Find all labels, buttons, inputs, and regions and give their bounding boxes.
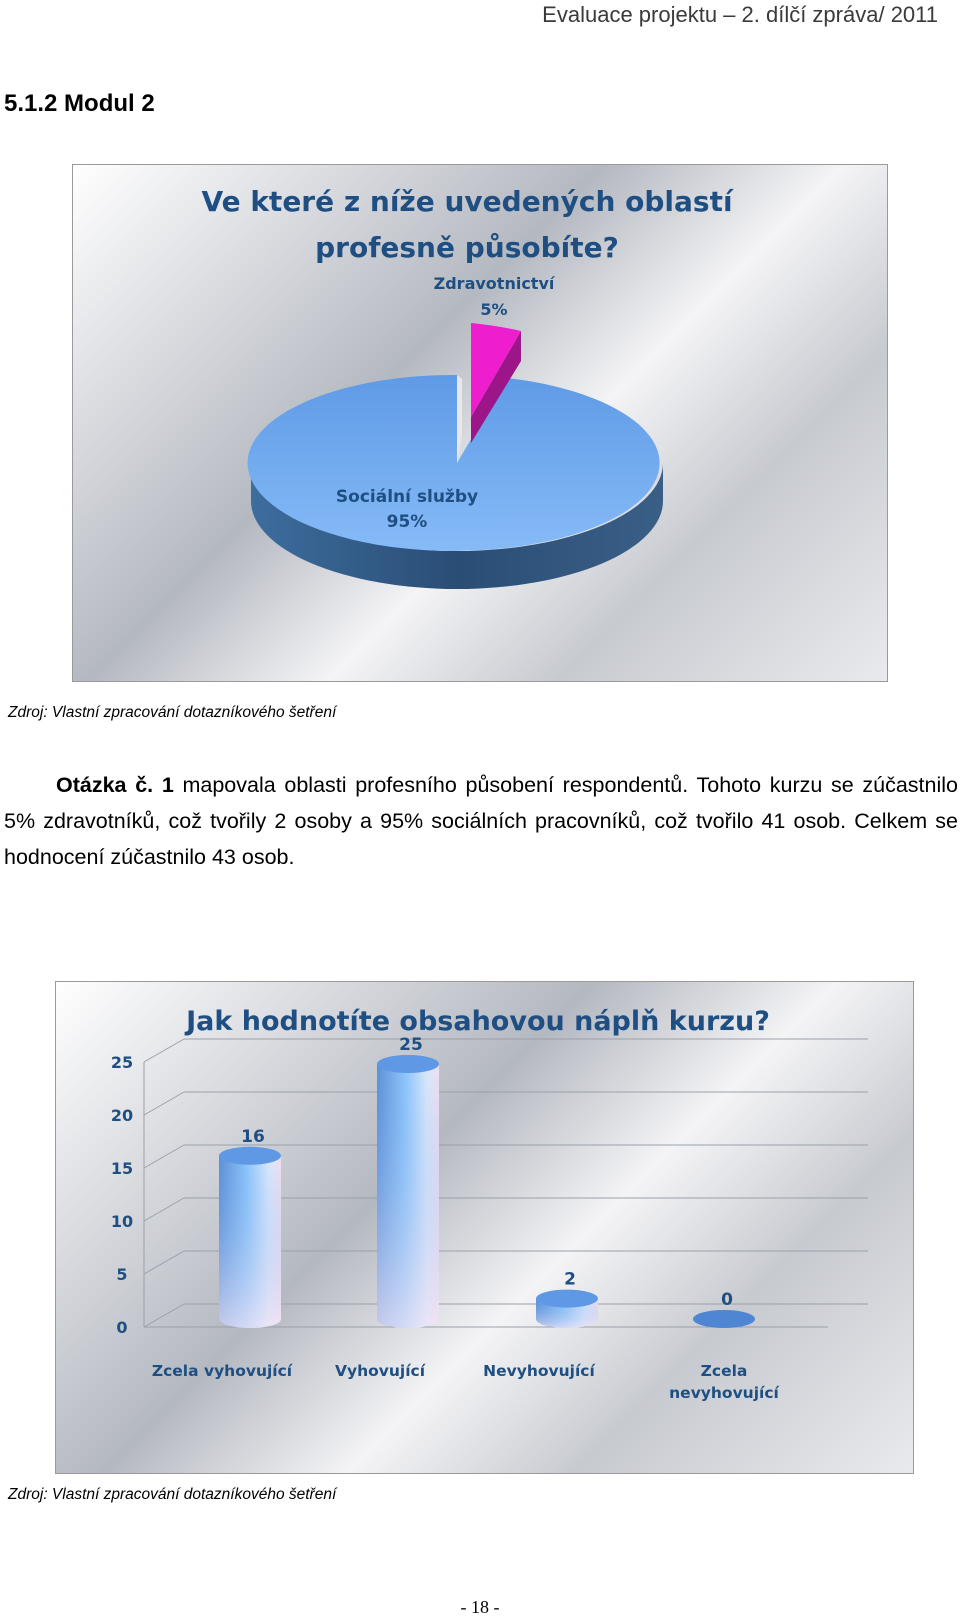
bar-value-label: 16 — [241, 1126, 265, 1147]
bar-chart-title: Jak hodnotíte obsahovou náplň kurzu? — [186, 1006, 770, 1037]
pie-slice-gap — [457, 375, 462, 463]
bar-top — [377, 1055, 439, 1073]
x-category-label: Vyhovující — [334, 1362, 426, 1380]
bar-value-label: 0 — [721, 1290, 733, 1310]
body-paragraph — [4, 767, 958, 875]
chart-source-note-2: Zdroj: Vlastní zpracování dotazníkového šetření — [8, 1486, 337, 1503]
pie-chart — [72, 164, 888, 682]
y-tick-label: 20 — [110, 1106, 134, 1125]
bar-top — [693, 1310, 755, 1328]
gridline-side — [144, 1145, 184, 1168]
pie-value-socialni-sluzby: 95% — [386, 512, 428, 532]
question-reference: Otázka č. 1 — [56, 773, 174, 797]
gridline-side — [144, 1039, 184, 1062]
pie-slices — [248, 323, 663, 589]
y-tick-label: 25 — [110, 1053, 134, 1072]
y-tick-label: 0 — [116, 1318, 128, 1337]
section-heading: 5.1.2 Modul 2 — [4, 90, 155, 117]
pie-label-zdravotnictvi: Zdravotnictví — [433, 274, 555, 293]
chart-source-note: Zdroj: Vlastní zpracování dotazníkového šetření — [8, 704, 337, 721]
bar-chart-bars — [219, 1055, 755, 1328]
bar-value-label: 2 — [564, 1269, 576, 1290]
gridline-side — [144, 1251, 184, 1274]
pie-slice-socialni-sluzby — [248, 375, 660, 551]
pie-label-socialni-sluzby: Sociální služby — [335, 487, 479, 507]
bar-top — [219, 1147, 281, 1165]
page-number: - 18 - — [460, 1597, 500, 1617]
x-category-label: nevyhovující — [669, 1384, 779, 1402]
paragraph-text: mapovala oblasti profesního působení respondentů. Tohoto kurzu se zúčastnilo 5% zdravotníků, což tvořily 2 osoby a 95% sociálních pracovníků, což tvořilo 41 osob. Celkem se hodnocení zúčastnilo 43 osob. — [4, 773, 959, 869]
x-category-label: Zcela vyhovující — [151, 1362, 293, 1380]
bar-value-label: 25 — [399, 1035, 423, 1055]
document-header-title: Evaluace projektu – 2. dílčí zpráva/ 2011 — [542, 2, 938, 27]
bar-chart-labels — [111, 1035, 780, 1402]
y-tick-label: 10 — [110, 1212, 134, 1231]
y-tick-label: 5 — [116, 1265, 128, 1284]
gridline-side — [144, 1198, 184, 1221]
pie-chart-title-line2: profesně působíte? — [315, 231, 619, 264]
pie-chart-title-line1: Ve které z níže uvedených oblastí — [201, 185, 733, 218]
bar-shade — [219, 1156, 281, 1328]
bar-chart — [55, 981, 914, 1474]
pie-value-zdravotnictvi: 5% — [480, 300, 508, 319]
bar-top — [536, 1290, 598, 1308]
gridline-side — [144, 1092, 184, 1115]
x-category-label: Zcela — [700, 1362, 748, 1380]
gridline-side — [144, 1304, 184, 1327]
y-tick-label: 15 — [110, 1159, 134, 1178]
x-category-label: Nevyhovující — [483, 1362, 595, 1380]
bar-shade — [377, 1064, 439, 1328]
